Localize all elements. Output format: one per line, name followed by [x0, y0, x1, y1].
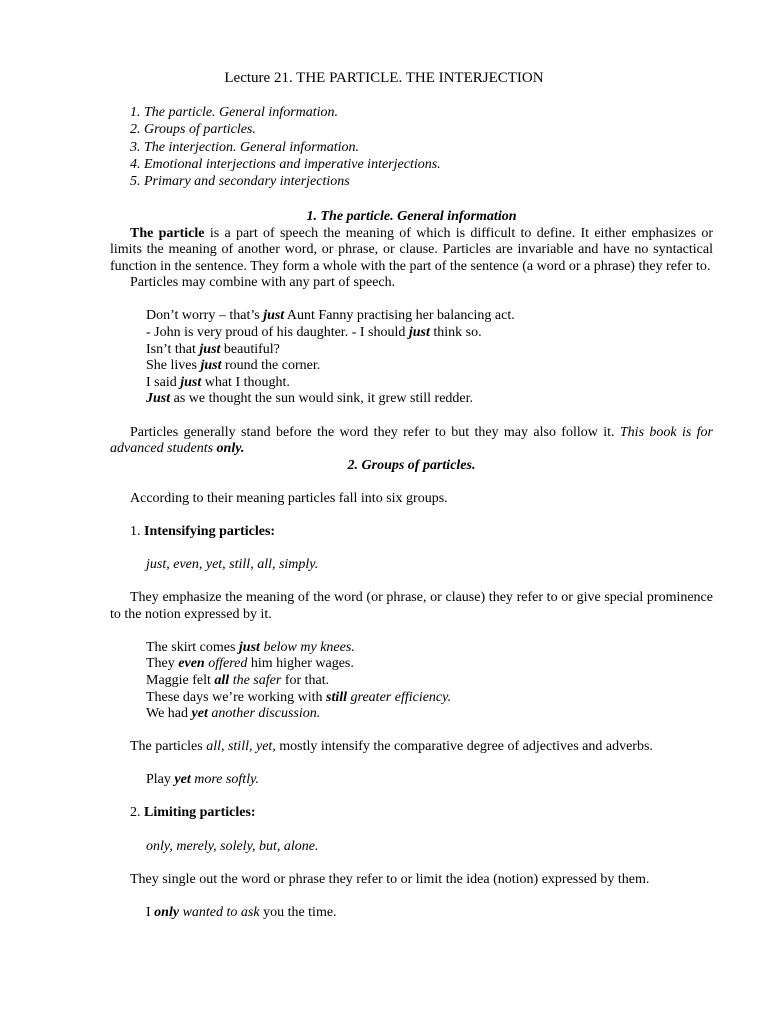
section-heading: 2. Groups of particles.: [347, 457, 476, 473]
example-line: I said just what I thought.: [146, 374, 290, 390]
group-heading: 2. Limiting particles:: [130, 805, 256, 821]
paragraph: They emphasize the meaning of the word (or phrase, or clause) they refer to or give special prominence to the notion expressed by it.: [110, 590, 713, 622]
toc-item: 3. The interjection. General information.: [130, 139, 360, 155]
paragraph: The particles all, still, yet, mostly intensify the comparative degree of adjectives and adverbs.: [130, 739, 653, 755]
paragraph: Particles generally stand before the word they refer to but they may also follow it. This book is for advanced students only.: [110, 424, 714, 457]
paragraph: Particles may combine with any part of speech.: [130, 275, 396, 291]
example-line: Maggie felt all the safer for that.: [146, 672, 330, 688]
paragraph: They single out the word or phrase they refer to or limit the idea (notion) expressed by them.: [130, 871, 650, 887]
example-line: The skirt comes just below my knees.: [146, 639, 355, 655]
particle-list: only, merely, solely, but, alone.: [146, 838, 319, 854]
paragraph: [110, 226, 713, 276]
example-line: These days we’re working with still greater efficiency.: [146, 689, 452, 705]
example-line: Isn’t that just beautiful?: [146, 341, 280, 357]
section-heading: 1. The particle. General information: [306, 209, 517, 224]
particle-list: just, even, yet, still, all, simply.: [146, 557, 319, 572]
toc-item: 5. Primary and secondary interjections: [130, 174, 350, 190]
example-line: Just as we thought the sun would sink, it grew still redder.: [146, 391, 474, 407]
document-body: [110, 209, 713, 921]
example-line: Play yet more softly.: [146, 772, 260, 788]
toc-item: 2. Groups of particles.: [130, 122, 256, 138]
toc-item: 4. Emotional interjections and imperative interjections.: [130, 156, 441, 172]
paragraph-text: is a part of speech the meaning of which is difficult to define. It either emphasizes or limits the meaning of another word, or phrase, or clause. Particles are invariable and have no syntactical function in the sentence. They form a whole with the part of the sentence (a word or a phrase) they refer to.: [110, 225, 713, 274]
example-block: [110, 308, 713, 408]
term-bold: The particle: [130, 225, 205, 241]
example-line: We had yet another discussion.: [146, 706, 321, 722]
example-line: I only wanted to ask you the time.: [146, 904, 337, 920]
example-line: She lives just round the corner.: [146, 358, 321, 374]
toc-item: 1. The particle. General information.: [130, 105, 339, 120]
table-of-contents: [130, 105, 441, 191]
paragraph: According to their meaning particles fall into six groups.: [130, 490, 448, 506]
example-line: - John is very proud of his daughter. - I should just think so.: [146, 325, 482, 341]
example-block: [110, 640, 713, 723]
example-line: Don’t worry – that’s just Aunt Fanny practising her balancing act.: [146, 308, 515, 324]
group-heading: 1. Intensifying particles:: [130, 523, 276, 539]
example-line: They even offered him higher wages.: [146, 656, 354, 672]
page-title: Lecture 21. THE PARTICLE. THE INTERJECTION: [224, 70, 544, 86]
